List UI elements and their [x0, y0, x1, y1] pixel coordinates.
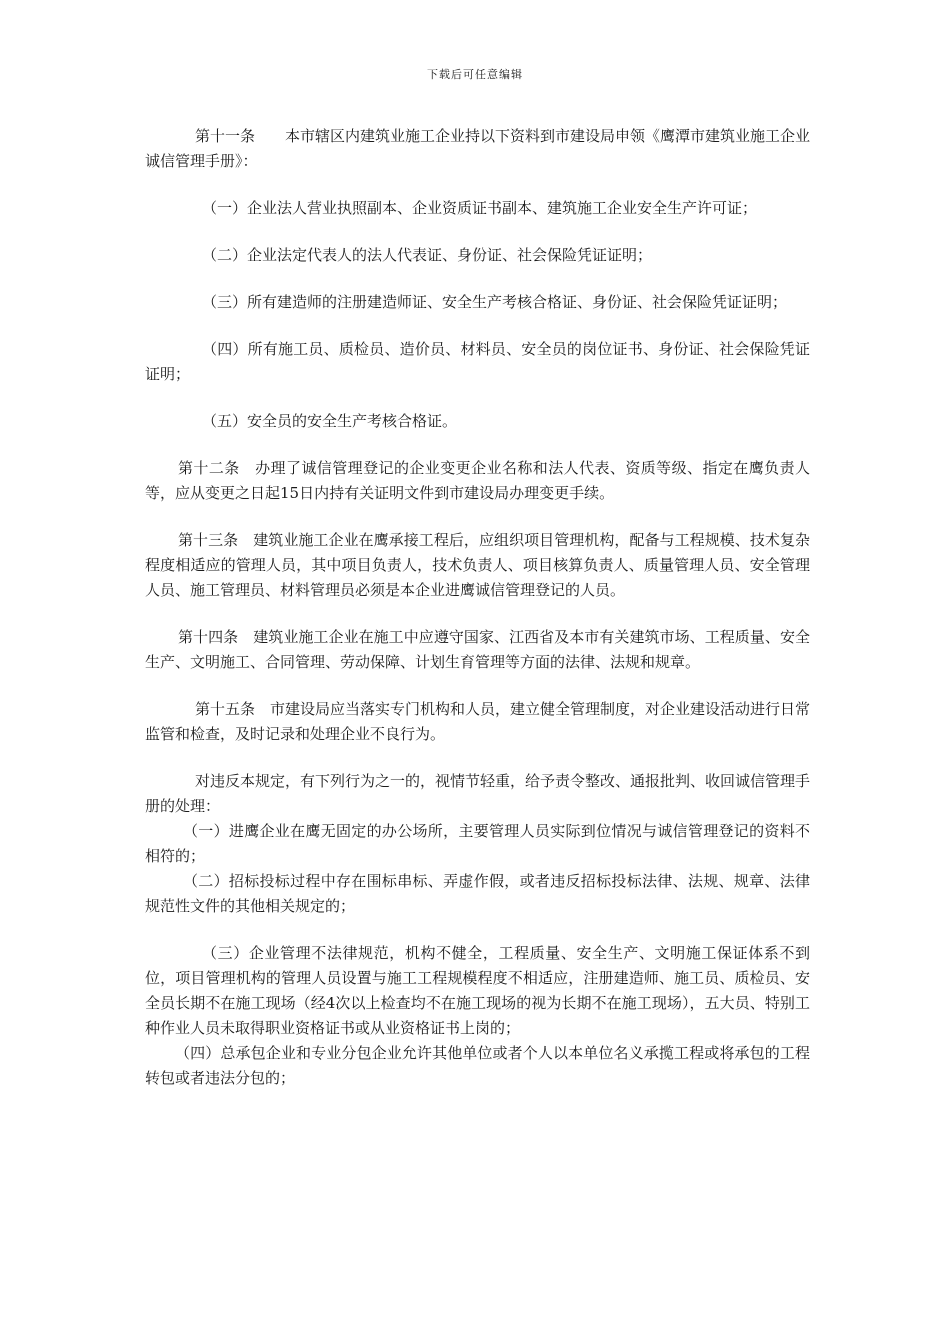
document-body	[145, 124, 810, 1091]
penalty-item-4: （四）总承包企业和专业分包企业允许其他单位或者个人以本单位名义承揽工程或将承包的工程转包或者违法分包的；	[145, 1044, 810, 1087]
penalty-item-2: （二）招标投标过程中存在围标串标、弄虚作假，或者违反招标投标法律、法规、规章、法律规范性文件的其他相关规定的；	[145, 872, 810, 915]
article-11: 第十一条 本市辖区内建筑业施工企业持以下资料到市建设局申领《鹰潭市建筑业施工企业诚信管理手册》：	[145, 127, 811, 170]
article-11-item-1: （一）企业法人营业执照副本、企业资质证书副本、建筑施工企业安全生产许可证；	[202, 199, 758, 217]
article-15: 第十五条 市建设局应当落实专门机构和人员，建立健全管理制度，对企业建设活动进行日常监管和检查，及时记录和处理企业不良行为。	[145, 700, 811, 743]
article-13: 第十三条 建筑业施工企业在鹰承接工程后，应组织项目管理机构，配备与工程规模、技术复杂程度相适应的管理人员，其中项目负责人，技术负责人、项目核算负责人、质量管理人员、安全管理人员、施工管理员、材料管理员必须是本企业进鹰诚信管理登记的人员。	[145, 531, 810, 599]
article-14: 第十四条 建筑业施工企业在施工中应遵守国家、江西省及本市有关建筑市场、工程质量、安全生产、文明施工、合同管理、劳动保障、计划生育管理等方面的法律、法规和规章。	[145, 628, 810, 671]
penalty-item-1: （一）进鹰企业在鹰无固定的办公场所，主要管理人员实际到位情况与诚信管理登记的资料不相符的；	[145, 822, 810, 865]
penalty-intro: 对违反本规定，有下列行为之一的，视情节轻重，给予责令整改、通报批判、收回诚信管理手册的处理：	[145, 772, 811, 815]
page-header: 下载后可任意编辑	[427, 68, 523, 81]
article-11-item-2: （二）企业法定代表人的法人代表证、身份证、社会保险凭证证明；	[202, 246, 653, 264]
article-11-item-3: （三）所有建造师的注册建造师证、安全生产考核合格证、身份证、社会保险凭证证明；	[202, 293, 788, 311]
article-12: 第十二条 办理了诚信管理登记的企业变更企业名称和法人代表、资质等级、指定在鹰负责人等，应从变更之日起15日内持有关证明文件到市建设局办理变更手续。	[145, 459, 810, 502]
article-11-item-4: （四）所有施工员、质检员、造价员、材料员、安全员的岗位证书、身份证、社会保险凭证证明；	[145, 340, 810, 383]
penalty-item-3: （三）企业管理不法律规范，机构不健全，工程质量、安全生产、文明施工保证体系不到位，项目管理机构的管理人员设置与施工工程规模程度不相适应，注册建造师、施工员、质检员、安全员长期不在施工现场（经4次以上检查均不在施工现场的视为长期不在施工现场），五大员、特别工种作业人员未取得职业资格证书或从业资格证书上岗的；	[145, 944, 810, 1037]
article-11-item-5: （五）安全员的安全生产考核合格证。	[202, 412, 458, 430]
